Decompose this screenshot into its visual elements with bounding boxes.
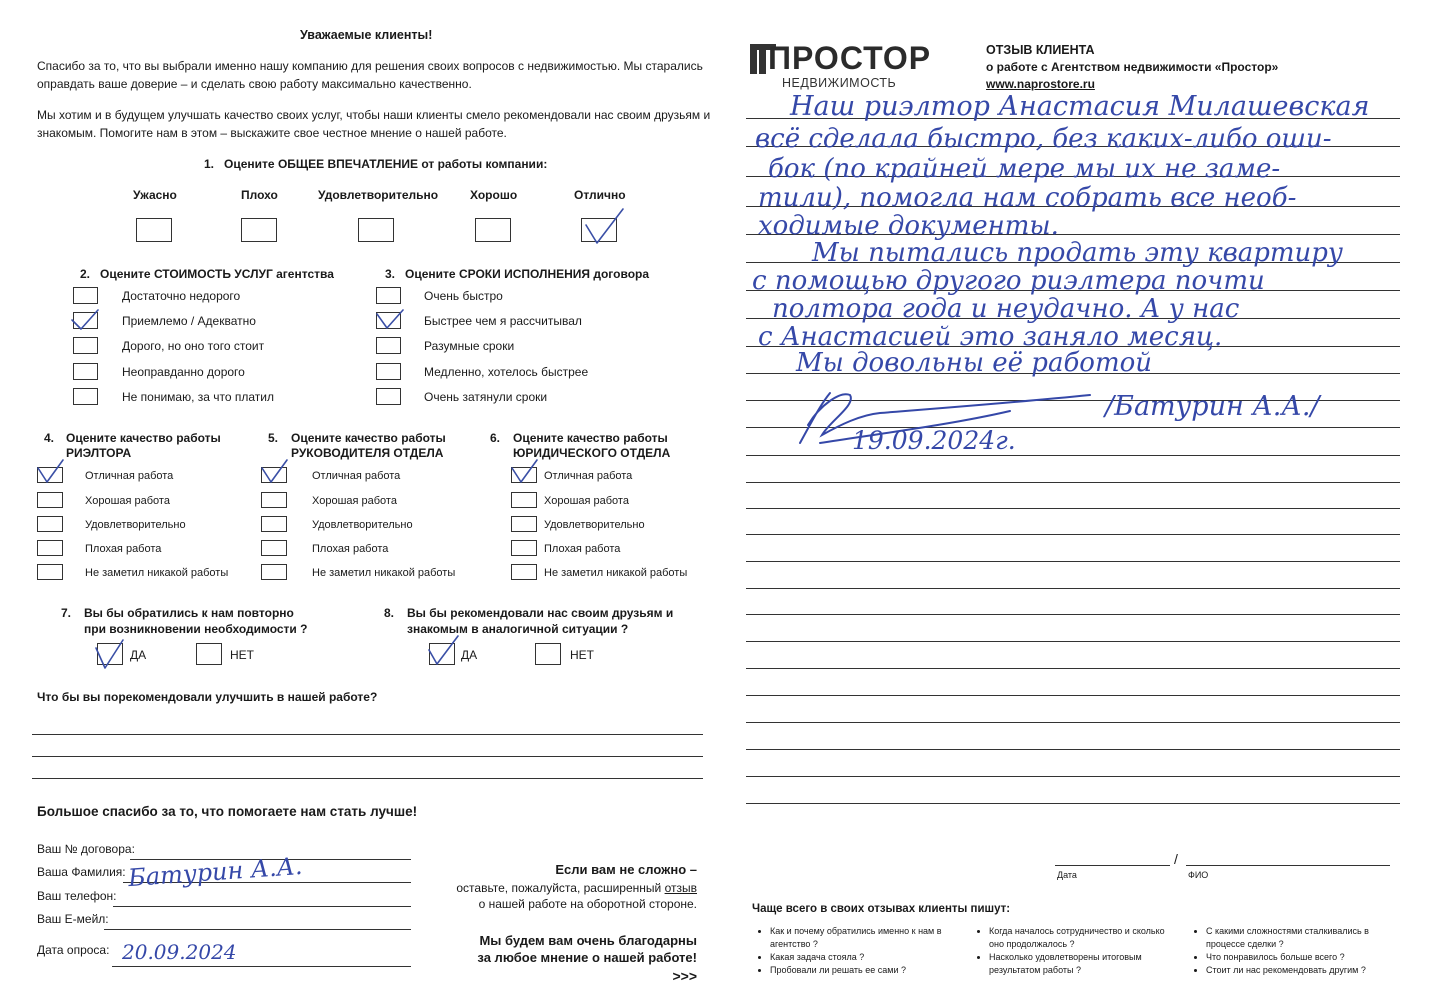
q3-option: Разумные сроки	[424, 339, 515, 353]
tip-item: • Когда началось сотрудничество и сколько оно продолжалось ?	[989, 925, 1175, 951]
q1-option-label: Удовлетворительно	[318, 188, 439, 202]
q4-checkbox[interactable]	[37, 564, 63, 580]
q6-option: Хорошая работа	[544, 495, 629, 507]
ruled-line	[746, 803, 1400, 804]
q1-checkbox[interactable]	[358, 218, 394, 242]
q6-checkbox[interactable]	[511, 516, 537, 532]
review-handwritten-line: тили), помогла нам собрать все необ-	[758, 183, 1297, 213]
q6-num: 6.	[490, 431, 501, 445]
q3-checkbox[interactable]	[376, 388, 401, 405]
q6-checkbox[interactable]	[511, 540, 537, 556]
tip-item: • Что понравилось больше всего ?	[1206, 951, 1387, 964]
q5-checkbox[interactable]	[261, 540, 287, 556]
q1-checkbox[interactable]	[475, 218, 511, 242]
tips-column-3	[1192, 925, 1387, 977]
review-handwritten-line: с Анастасией это заняло месяц.	[758, 322, 1223, 352]
review-title: ОТЗЫВ КЛИЕНТА	[986, 43, 1095, 57]
gratitude-line-2: за любое мнение о нашей работе!	[477, 950, 697, 965]
q4-option: Хорошая работа	[85, 495, 170, 507]
q1-option-label: Отлично	[574, 188, 626, 202]
q8-no-checkbox[interactable]	[535, 643, 561, 665]
q5-checkbox[interactable]	[261, 564, 287, 580]
ruled-line	[746, 561, 1400, 562]
fio-sign-field[interactable]	[1186, 865, 1390, 866]
q3-option: Очень быстро	[424, 289, 503, 303]
request-text-2: о нашей работе на оборотной стороне.	[478, 897, 697, 911]
q4-title: Оцените качество работы	[66, 431, 221, 445]
improve-question: Что бы вы порекомендовали улучшить в нашей работе?	[37, 690, 378, 704]
q2-checkbox[interactable]	[73, 363, 98, 380]
q6-option: Плохая работа	[544, 543, 621, 555]
logo-subtitle: НЕДВИЖИМОСТЬ	[782, 76, 897, 90]
improve-input-line[interactable]	[32, 756, 703, 757]
intro-line-2: оправдать ваше доверие – и сделать свою работу максимально качественно.	[37, 77, 472, 91]
q4-checkbox-checked[interactable]	[37, 467, 63, 483]
q6-subject: ЮРИДИЧЕСКОГО ОТДЕЛА	[513, 446, 671, 460]
intro-line-3: Мы хотим и в будущем улучшать качество своих услуг, чтобы наши клиенты смело рекомендовали нас своим друзьям и	[37, 108, 711, 122]
ruled-line	[746, 588, 1400, 589]
ruled-line	[746, 482, 1400, 483]
q6-checkbox[interactable]	[511, 492, 537, 508]
q6-option: Не заметил никакой работы	[544, 567, 688, 579]
q1-checkbox[interactable]	[136, 218, 172, 242]
q7-yes-label: ДА	[130, 648, 147, 662]
tip-item: • Насколько удовлетворены итоговым результатом работы ?	[989, 951, 1175, 977]
q7-yes-checkbox[interactable]	[97, 643, 123, 665]
greeting: Уважаемые клиенты!	[300, 28, 433, 42]
q4-option: Удовлетворительно	[85, 519, 186, 531]
q1-option-label: Плохо	[241, 188, 278, 202]
tips-title: Чаще всего в своих отзывах клиенты пишут:	[752, 903, 1011, 915]
q5-subject: РУКОВОДИТЕЛЯ ОТДЕЛА	[291, 446, 444, 460]
signature-date: 19.09.2024г.	[852, 426, 1016, 455]
ruled-line	[746, 749, 1400, 750]
intro-line-4: знакомым. Помогите нам в этом – выскажите свое честное мнение о нашей работе.	[37, 126, 507, 140]
q4-checkbox[interactable]	[37, 540, 63, 556]
q8-no-label: НЕТ	[570, 648, 594, 662]
thanks-heading: Большое спасибо за то, что помогаете нам стать лучше!	[37, 804, 418, 819]
q5-option: Отличная работа	[312, 470, 401, 482]
q7-title: Вы бы обратились к нам повторно	[84, 606, 294, 620]
review-handwritten-line: Наш риэлтор Анастасия Милашевская	[790, 91, 1370, 122]
improve-input-line[interactable]	[32, 734, 703, 735]
email-field[interactable]	[104, 929, 411, 930]
q4-num: 4.	[44, 431, 55, 445]
slash-separator: /	[1174, 851, 1178, 867]
q8-num: 8.	[384, 606, 395, 620]
date-sign-field[interactable]	[1055, 865, 1170, 866]
q6-checkbox-checked[interactable]	[511, 467, 537, 483]
tip-item: • Пробовали ли решать ее сами ?	[770, 964, 956, 977]
q3-checkbox[interactable]	[376, 363, 401, 380]
q4-subject: РИЭЛТОРА	[66, 446, 132, 460]
email-label: Ваш E-мейл:	[37, 912, 109, 926]
improve-input-line[interactable]	[32, 778, 703, 779]
q7-no-label: НЕТ	[230, 648, 254, 662]
q2-option: Достаточно недорого	[122, 289, 241, 303]
q5-title: Оцените качество работы	[291, 431, 446, 445]
review-handwritten-line: с помощью другого риэлтера почти	[752, 266, 1265, 296]
ruled-line	[746, 695, 1400, 696]
q2-title: 2. Оцените СТОИМОСТЬ УСЛУГ агентства	[80, 267, 334, 281]
q4-option: Не заметил никакой работы	[85, 567, 229, 579]
signature-name: /Батурин А.А./	[1105, 391, 1320, 422]
review-link[interactable]: отзыв	[664, 881, 697, 895]
phone-field[interactable]	[113, 906, 411, 907]
date-label: Дата опроса:	[37, 943, 110, 957]
q4-option: Отличная работа	[85, 470, 174, 482]
q1-checkbox-checked[interactable]	[581, 218, 617, 242]
date-field[interactable]	[112, 966, 411, 967]
q1-option-label: Ужасно	[133, 188, 177, 202]
q5-checkbox-checked[interactable]	[261, 467, 287, 483]
q3-checkbox[interactable]	[376, 287, 401, 304]
date-sign-label: Дата	[1057, 870, 1077, 880]
contract-label: Ваш № договора:	[37, 842, 135, 856]
q5-num: 5.	[268, 431, 279, 445]
tips-column-2	[975, 925, 1175, 977]
arrows-icon: >>>	[672, 968, 697, 984]
q4-checkbox[interactable]	[37, 516, 63, 532]
q6-checkbox[interactable]	[511, 564, 537, 580]
phone-label: Ваш телефон:	[37, 889, 117, 903]
fio-sign-label: ФИО	[1188, 870, 1209, 880]
q2-checkbox[interactable]	[73, 388, 98, 405]
request-text: оставьте, пожалуйста, расширенный отзыв	[456, 881, 697, 895]
q1-checkbox[interactable]	[241, 218, 277, 242]
q2-checkbox[interactable]	[73, 337, 98, 354]
q8-yes-checkbox[interactable]	[429, 643, 455, 665]
q7-title-2: при возникновении необходимости ?	[84, 622, 308, 636]
q3-option: Медленно, хотелось быстрее	[424, 365, 589, 379]
q3-checkbox[interactable]	[376, 337, 401, 354]
q1-option-label: Хорошо	[470, 188, 518, 202]
review-handwritten-line: полтора года и неудачно. А у нас	[772, 294, 1240, 324]
q5-option: Не заметил никакой работы	[312, 567, 456, 579]
logo-text: ПРОСТОР	[768, 40, 932, 76]
q6-option: Удовлетворительно	[544, 519, 645, 531]
q8-yes-label: ДА	[461, 648, 478, 662]
q5-checkbox[interactable]	[261, 492, 287, 508]
gratitude-line-1: Мы будем вам очень благодарны	[479, 933, 697, 948]
q1-title: 1. Оцените ОБЩЕЕ ВПЕЧАТЛЕНИЕ от работы компании:	[204, 157, 548, 171]
q4-option: Плохая работа	[85, 543, 162, 555]
tip-item: • С какими сложностями сталкивались в процессе сделки ?	[1206, 925, 1387, 951]
q2-option: Неоправданно дорого	[122, 365, 245, 379]
q6-title: Оцените качество работы	[513, 431, 668, 445]
surname-label: Ваша Фамилия:	[37, 865, 126, 879]
ruled-line	[746, 508, 1400, 509]
ruled-line	[746, 722, 1400, 723]
q2-checkbox[interactable]	[73, 287, 98, 304]
q2-option: Дорого, но оно того стоит	[122, 339, 265, 353]
q2-option: Не понимаю, за что платил	[122, 390, 275, 404]
q5-option: Плохая работа	[312, 543, 389, 555]
surname-handwritten: Батурин А.А.	[127, 851, 304, 893]
review-handwritten-line: ходимые документы.	[758, 211, 1059, 241]
ruled-line	[746, 534, 1400, 535]
q5-option: Удовлетворительно	[312, 519, 413, 531]
q5-option: Хорошая работа	[312, 495, 397, 507]
review-handwritten-line: бок (по крайней мере мы их не заме-	[768, 154, 1281, 184]
review-subtitle: о работе с Агентством недвижимости «Простор»	[986, 60, 1279, 74]
tip-item: • Стоит ли нас рекомендовать другим ?	[1206, 964, 1387, 977]
tip-item: • Как и почему обратились именно к нам в агентство ?	[770, 925, 956, 951]
intro-line-1: Спасибо за то, что вы выбрали именно нашу компанию для решения своих вопросов с недвижимостью. Мы старались	[37, 59, 703, 73]
q2-checkbox-checked[interactable]	[73, 312, 98, 329]
q3-option: Быстрее чем я рассчитывал	[424, 314, 582, 328]
date-handwritten: 20.09.2024	[122, 940, 237, 964]
review-handwritten-line: Мы пытались продать эту квартиру	[812, 238, 1344, 268]
q7-num: 7.	[61, 606, 72, 620]
q3-checkbox-checked[interactable]	[376, 312, 401, 329]
tip-item: • Какая задача стояла ?	[770, 951, 956, 964]
ruled-line	[746, 668, 1400, 669]
q2-option: Приемлемо / Адекватно	[122, 314, 256, 328]
q3-option: Очень затянули сроки	[424, 390, 548, 404]
ruled-line	[746, 776, 1400, 777]
review-handwritten-line: Мы довольны её работой	[796, 348, 1153, 378]
q8-title: Вы бы рекомендовали нас своим друзьям и	[407, 606, 674, 620]
ruled-line	[746, 641, 1400, 642]
q3-title: 3. Оцените СРОКИ ИСПОЛНЕНИЯ договора	[385, 267, 650, 281]
q5-checkbox[interactable]	[261, 516, 287, 532]
website-link[interactable]: www.naprostore.ru	[986, 77, 1095, 91]
q6-option: Отличная работа	[544, 470, 633, 482]
tips-column-1	[756, 925, 956, 977]
ruled-line	[746, 614, 1400, 615]
q8-title-2: знакомым в аналогичной ситуации ?	[407, 622, 629, 636]
q7-no-checkbox[interactable]	[196, 643, 222, 665]
q4-checkbox[interactable]	[37, 492, 63, 508]
request-heading: Если вам не сложно –	[555, 862, 697, 877]
review-handwritten-line: всё сделала быстро, без каких-либо оши-	[755, 124, 1332, 154]
